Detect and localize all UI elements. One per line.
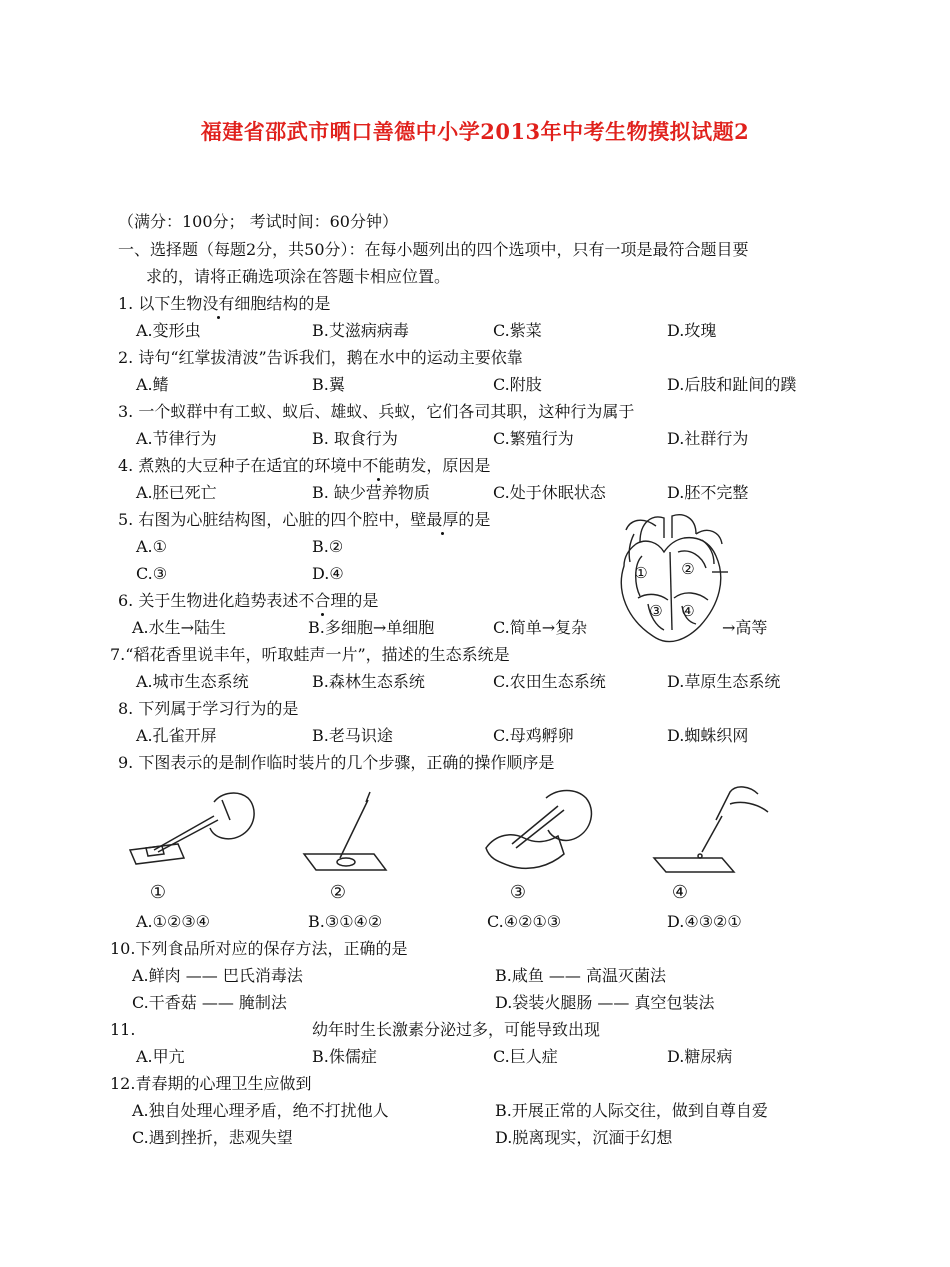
question-11: 幼年时生长激素分泌过多，可能导致出现 xyxy=(312,1020,601,1039)
q9-option-a: A.①②③④ xyxy=(136,912,211,931)
q6-option-d: →高等 xyxy=(722,618,768,637)
heart-diagram xyxy=(612,512,730,646)
question-10: 10.下列食品所对应的保存方法，正确的是 xyxy=(110,939,408,958)
q11-option-c: C.巨人症 xyxy=(493,1047,558,1066)
q9-option-d: D.④③②① xyxy=(667,912,742,931)
q5-option-b: B.② xyxy=(312,537,344,556)
q4-option-c: C.处于休眠状态 xyxy=(493,483,606,502)
heart-label-3: ③ xyxy=(649,602,663,620)
q9-option-b: B.③①④② xyxy=(308,912,383,931)
emphasis: 没有 xyxy=(202,294,235,313)
q2-option-a: A.鳍 xyxy=(136,375,169,394)
question-11-number: 11. xyxy=(110,1020,136,1039)
q7-option-b: B.森林生态系统 xyxy=(312,672,425,691)
q6-option-c: C.简单→复杂 xyxy=(493,618,588,637)
q1-option-c: C.紫菜 xyxy=(493,321,542,340)
q10-option-a: A.鲜肉 —— 巴氏消毒法 xyxy=(132,966,303,985)
q7-option-a: A.城市生态系统 xyxy=(136,672,249,691)
question-1: 1. 以下生物没有细胞结构的是 xyxy=(118,294,331,313)
question-3: 3. 一个蚁群中有工蚁、蚁后、雄蚁、兵蚁，它们各司其职，这种行为属于 xyxy=(118,402,635,421)
q8-option-b: B.老马识途 xyxy=(312,726,393,745)
step-label-3: ③ xyxy=(509,882,527,903)
question-12: 12.青春期的心理卫生应做到 xyxy=(110,1074,312,1093)
slide-steps-illustration xyxy=(118,780,798,908)
q5-option-c: C.③ xyxy=(136,564,168,583)
q10-option-b: B.咸鱼 —— 高温灭菌法 xyxy=(495,966,667,985)
q12-option-a: A.独自处理心理矛盾，绝不打扰他人 xyxy=(132,1101,389,1120)
q1-option-b: B.艾滋病病毒 xyxy=(312,321,409,340)
q12-option-b: B.开展正常的人际交往，做到自尊自爱 xyxy=(495,1101,768,1120)
q10-option-d: D.袋装火腿肠 —— 真空包装法 xyxy=(495,993,715,1012)
question-9: 9. 下图表示的是制作临时装片的几个步骤，正确的操作顺序是 xyxy=(118,753,555,772)
step-label-4: ④ xyxy=(671,882,689,903)
step-label-2: ② xyxy=(329,882,347,903)
question-7: 7.“稻花香里说丰年，听取蛙声一片”，描述的生态系统是 xyxy=(110,645,510,664)
heart-label-2: ② xyxy=(681,560,695,578)
q6-option-b: B.多细胞→单细胞 xyxy=(308,618,435,637)
emphasis: 不能 xyxy=(362,456,395,475)
q10-option-c: C.干香菇 —— 腌制法 xyxy=(132,993,287,1012)
question-4: 4. 煮熟的大豆种子在适宜的环境中不能萌发，原因是 xyxy=(118,456,491,475)
question-2: 2. 诗句“红掌拔清波”告诉我们，鹅在水中的运动主要依靠 xyxy=(118,348,523,367)
section-instructions-line2: 求的，请将正确选项涂在答题卡相应位置。 xyxy=(146,267,451,286)
q3-option-c: C.繁殖行为 xyxy=(493,429,574,448)
section-instructions-line1: 一、选择题（每题2分，共50分）：在每小题列出的四个选项中，只有一项是最符合题目要 xyxy=(118,240,749,259)
q3-option-a: A.节律行为 xyxy=(136,429,217,448)
q9-option-c: C.④②①③ xyxy=(487,912,562,931)
heart-label-1: ① xyxy=(634,564,648,582)
exam-info: （满分：100分； 考试时间：60分钟） xyxy=(118,212,398,231)
q4-option-d: D.胚不完整 xyxy=(667,483,749,502)
q3-option-d: D.社群行为 xyxy=(667,429,749,448)
q2-option-d: D.后肢和趾间的蹼 xyxy=(667,375,797,394)
emphasis: 不合理 xyxy=(298,591,347,610)
q7-option-c: C.农田生态系统 xyxy=(493,672,606,691)
q8-option-a: A.孔雀开屏 xyxy=(136,726,217,745)
emphasis: 最厚 xyxy=(426,510,459,529)
q12-option-d: D.脱离现实，沉湎于幻想 xyxy=(495,1128,673,1147)
q7-option-d: D.草原生态系统 xyxy=(667,672,781,691)
question-5: 5. 右图为心脏结构图，心脏的四个腔中，壁最厚的是 xyxy=(118,510,491,529)
q4-option-b: B. 缺少营养物质 xyxy=(312,483,430,502)
q1-option-a: A.变形虫 xyxy=(136,321,201,340)
q5-option-d: D.④ xyxy=(312,564,344,583)
heart-label-4: ④ xyxy=(681,602,695,620)
q2-option-b: B.翼 xyxy=(312,375,345,394)
q8-option-c: C.母鸡孵卵 xyxy=(493,726,574,745)
q3-option-b: B. 取食行为 xyxy=(312,429,398,448)
q11-option-d: D.糖尿病 xyxy=(667,1047,733,1066)
q12-option-c: C.遇到挫折，悲观失望 xyxy=(132,1128,293,1147)
step-label-1: ① xyxy=(149,882,167,903)
q2-option-c: C.附肢 xyxy=(493,375,542,394)
q5-option-a: A.① xyxy=(136,537,167,556)
q11-option-a: A.甲亢 xyxy=(136,1047,185,1066)
q6-option-a: A.水生→陆生 xyxy=(132,618,227,637)
q1-option-d: D.玫瑰 xyxy=(667,321,717,340)
q4-option-a: A.胚已死亡 xyxy=(136,483,217,502)
q11-option-b: B.侏儒症 xyxy=(312,1047,377,1066)
q8-option-d: D.蜘蛛织网 xyxy=(667,726,749,745)
page-title: 福建省邵武市晒口善德中小学2013年中考生物摸拟试题2 xyxy=(200,119,750,144)
question-6: 6. 关于生物进化趋势表述不合理的是 xyxy=(118,591,379,610)
question-8: 8. 下列属于学习行为的是 xyxy=(118,699,299,718)
